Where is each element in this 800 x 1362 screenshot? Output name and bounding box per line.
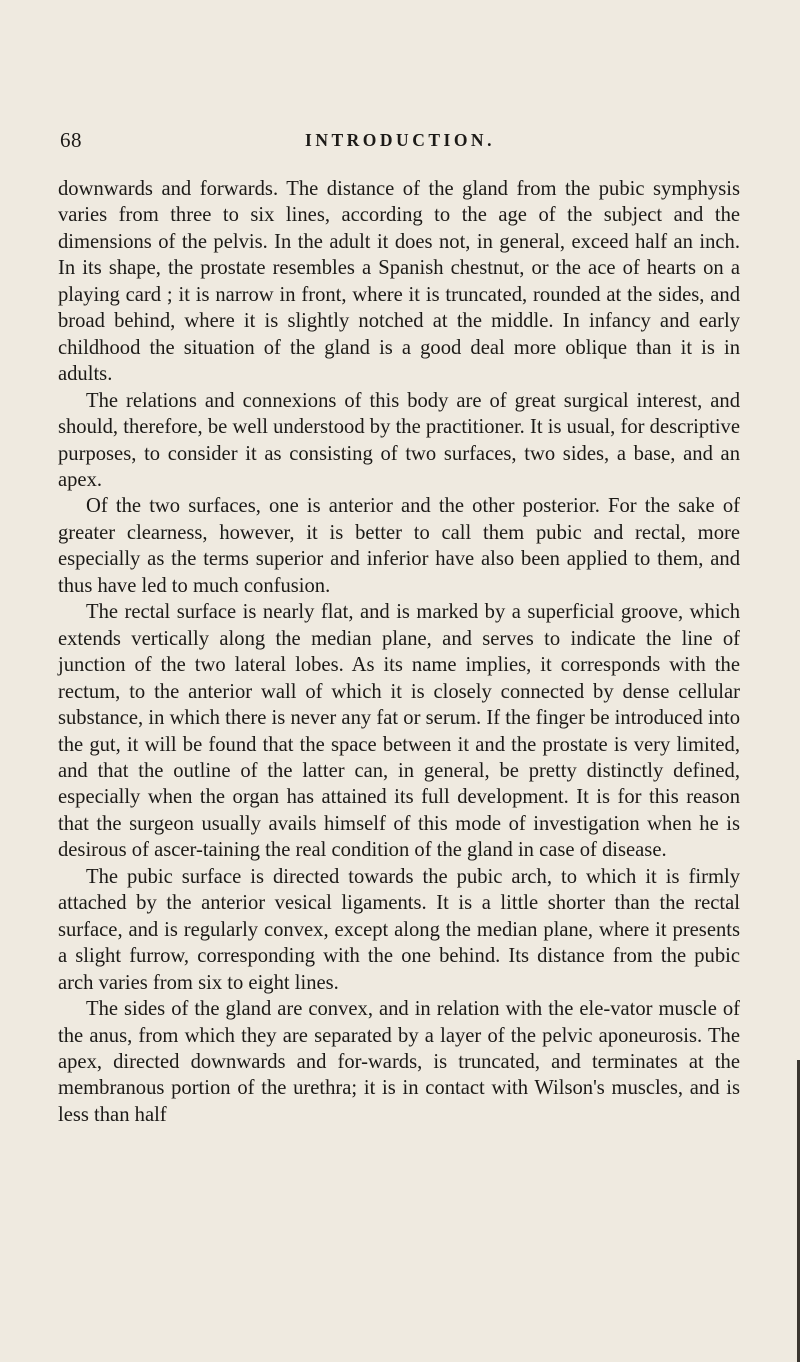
- paragraph-surfaces: Of the two surfaces, one is anterior and the other posterior. For the sake of greater clearness, however, it is better to call them pubic and rectal, more especially as the terms superior and inferior have also been applied to them, and thus have led to much confusion.: [58, 495, 740, 597]
- paragraph-sides-apex: The sides of the gland are convex, and in relation with the ele-vator muscle of the anus, from which they are separated by a layer of the pelvic aponeurosis. The apex, directed downwards and for-wards, is truncated, and terminates at the membranous portion of the urethra; it is in contact with Wilson's muscles, and is less than half: [58, 998, 740, 1126]
- paragraph-rectal-surface: The rectal surface is nearly flat, and is marked by a superficial groove, which extends vertically along the median plane, and serves to indicate the line of junction of the two lateral lobes. As its name implies, it corresponds with the rectum, to the anterior wall of which it is closely connected by dense cellular substance, in which there is never any fat or serum. If the finger be introduced into the gut, it will be found that the space between it and the prostate is very limited, and that the outline of the latter can, in general, be pretty distinctly defined, especially when the organ has attained its full development. It is for this reason that the surgeon usually avails himself of this mode of investigation when he is desirous of ascer-taining the real condition of the gland in case of disease.: [58, 601, 740, 862]
- page-number: 68: [60, 128, 82, 152]
- body-text: [58, 176, 740, 1128]
- paragraph-relations: The relations and connexions of this body are of great surgical interest, and should, therefore, be well understood by the practitioner. It is usual, for descriptive purposes, to consider it as consisting of two surfaces, two sides, a base, and an apex.: [58, 389, 740, 491]
- paragraph-pubic-surface: The pubic surface is directed towards the pubic arch, to which it is firmly attached by the anterior vesical ligaments. It is a little shorter than the rectal surface, and is regularly convex, except along the median plane, where it presents a slight furrow, corresponding with the one behind. Its distance from the pubic arch varies from six to eight lines.: [58, 865, 740, 994]
- page-header: [60, 128, 740, 156]
- running-head: INTRODUCTION.: [305, 130, 495, 150]
- paragraph-continued: downwards and forwards. The distance of the gland from the pubic symphysis varies from three to six lines, according to the age of the subject and the dimensions of the pelvis. In the adult it does not, in general, exceed half an inch. In its shape, the prostate resembles a Spanish chestnut, or the ace of hearts on a playing card ; it is narrow in front, where it is truncated, rounded at the sides, and broad behind, where it is slightly notched at the middle. In infancy and early childhood the situation of the gland is a good deal more oblique than it is in adults.: [58, 178, 740, 386]
